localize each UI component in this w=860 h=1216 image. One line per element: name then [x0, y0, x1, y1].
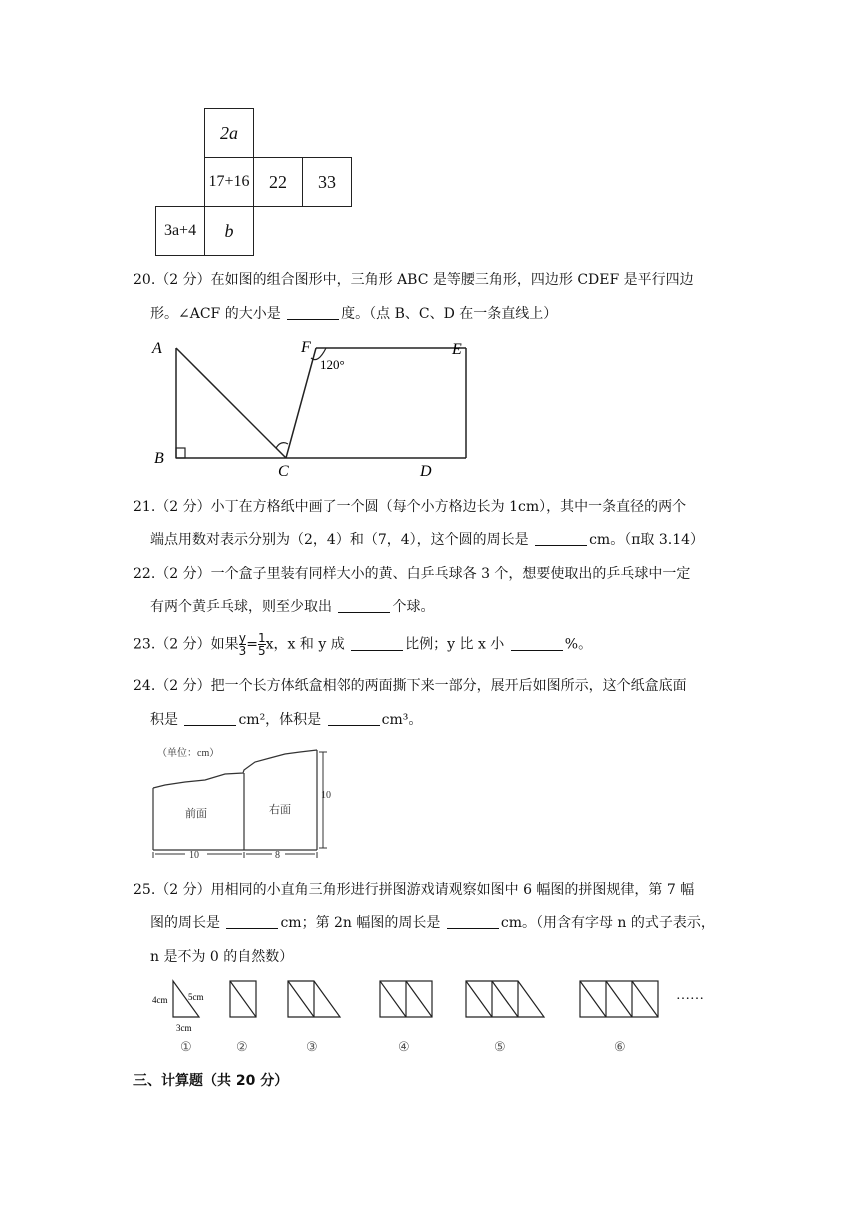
triangle-parallelogram-figure: [148, 336, 478, 481]
answer-blank[interactable]: [328, 711, 380, 726]
question-20-line1: 20.（2 分）在如图的组合图形中，三角形 ABC 是等腰三角形，四边形 CDEF 是平行四边: [133, 272, 694, 288]
label-f: F: [301, 339, 311, 356]
width2-label: 8: [275, 850, 280, 860]
net-cell-bottom-1: 3a+4: [155, 206, 205, 256]
pattern-4: [380, 981, 432, 1017]
right-face-label: 右面: [269, 804, 291, 816]
net-cell-top: 2a: [204, 108, 254, 158]
answer-blank[interactable]: [535, 531, 587, 546]
section-3-title: 三、计算题（共 20 分）: [133, 1073, 289, 1089]
pattern-label-5: ⑤: [494, 1039, 506, 1054]
answer-blank[interactable]: [338, 598, 390, 613]
question-22-line2: 有两个黄乒乓球，则至少取出 个球。: [150, 599, 435, 615]
fraction-1-over-5: $\frac{1}{5}$: [258, 631, 266, 658]
pattern-label-4: ④: [398, 1039, 410, 1054]
label-e: E: [452, 341, 462, 358]
answer-blank[interactable]: [226, 914, 278, 929]
question-22-line1: 22.（2 分）一个盒子里装有同样大小的黄、白乒乓球各 3 个，想要使取出的乒乓球中一定: [133, 566, 691, 582]
question-25-line3: n 是不为 0 的自然数）: [150, 949, 294, 965]
net-cell-middle-2: 22: [253, 157, 303, 207]
pattern-label-3: ③: [306, 1039, 318, 1054]
pattern-5: [466, 981, 544, 1017]
question-24-line2: 积是 cm²，体积是 cm³。: [150, 712, 423, 728]
pattern-6: [580, 981, 658, 1017]
pattern-label-1: ①: [180, 1039, 192, 1054]
svg-text:3cm: 3cm: [176, 1023, 192, 1033]
front-face-label: 前面: [185, 808, 207, 820]
width1-label: 10: [189, 850, 199, 860]
pattern-1: [152, 981, 204, 1033]
answer-blank[interactable]: [511, 636, 563, 651]
question-20-line2: 形。∠ACF 的大小是 度。（点 B、C、D 在一条直线上）: [150, 306, 558, 322]
triangle-pattern-figure: [148, 975, 728, 1060]
pattern-label-6: ⑥: [614, 1039, 626, 1054]
label-a: A: [152, 340, 162, 357]
svg-text:4cm: 4cm: [152, 995, 168, 1005]
question-21-line1: 21.（2 分）小丁在方格纸中画了一个圆（每个小方格边长为 1cm），其中一条直径的两个: [133, 499, 687, 515]
angle-label: 120°: [320, 357, 345, 372]
net-cell-middle-1: 17+16: [204, 157, 254, 207]
box-net-figure: [145, 740, 345, 860]
question-25-line1: 25.（2 分）用相同的小直角三角形进行拼图游戏请观察如图中 6 幅图的拼图规律，第 7 幅: [133, 882, 695, 898]
pattern-2: [230, 981, 256, 1017]
pattern-3: [288, 981, 340, 1017]
net-cell-middle-3: 33: [302, 157, 352, 207]
label-c: C: [278, 463, 289, 480]
answer-blank[interactable]: [184, 711, 236, 726]
answer-blank[interactable]: [287, 305, 339, 320]
ellipsis: ……: [676, 988, 704, 1003]
answer-blank[interactable]: [351, 636, 403, 651]
pattern-label-2: ②: [236, 1039, 248, 1054]
question-21-line2: 端点用数对表示分别为（2，4）和（7，4），这个圆的周长是 cm。（π取 3.14）: [150, 532, 705, 548]
fraction-y-over-3: $\frac{y}{3}$: [238, 631, 247, 658]
answer-blank[interactable]: [447, 914, 499, 929]
net-cell-bottom-2: b: [204, 206, 254, 256]
question-23: 23.（2 分）如果 $\frac{y}{3}$ = $\frac{1}{5}$ x，x 和 y 成 比例；y 比 x 小 %。: [133, 631, 593, 658]
svg-text:5cm: 5cm: [188, 992, 204, 1002]
label-b: B: [154, 450, 164, 467]
question-24-line1: 24.（2 分）把一个长方体纸盒相邻的两面撕下来一部分，展开后如图所示，这个纸盒底面: [133, 678, 687, 694]
label-d: D: [420, 463, 432, 480]
question-25-line2: 图的周长是 cm；第 2n 幅图的周长是 cm。（用含有字母 n 的式子表示，: [150, 915, 715, 931]
unit-label: （单位：cm）: [157, 748, 220, 759]
height-label: 10: [321, 790, 331, 801]
